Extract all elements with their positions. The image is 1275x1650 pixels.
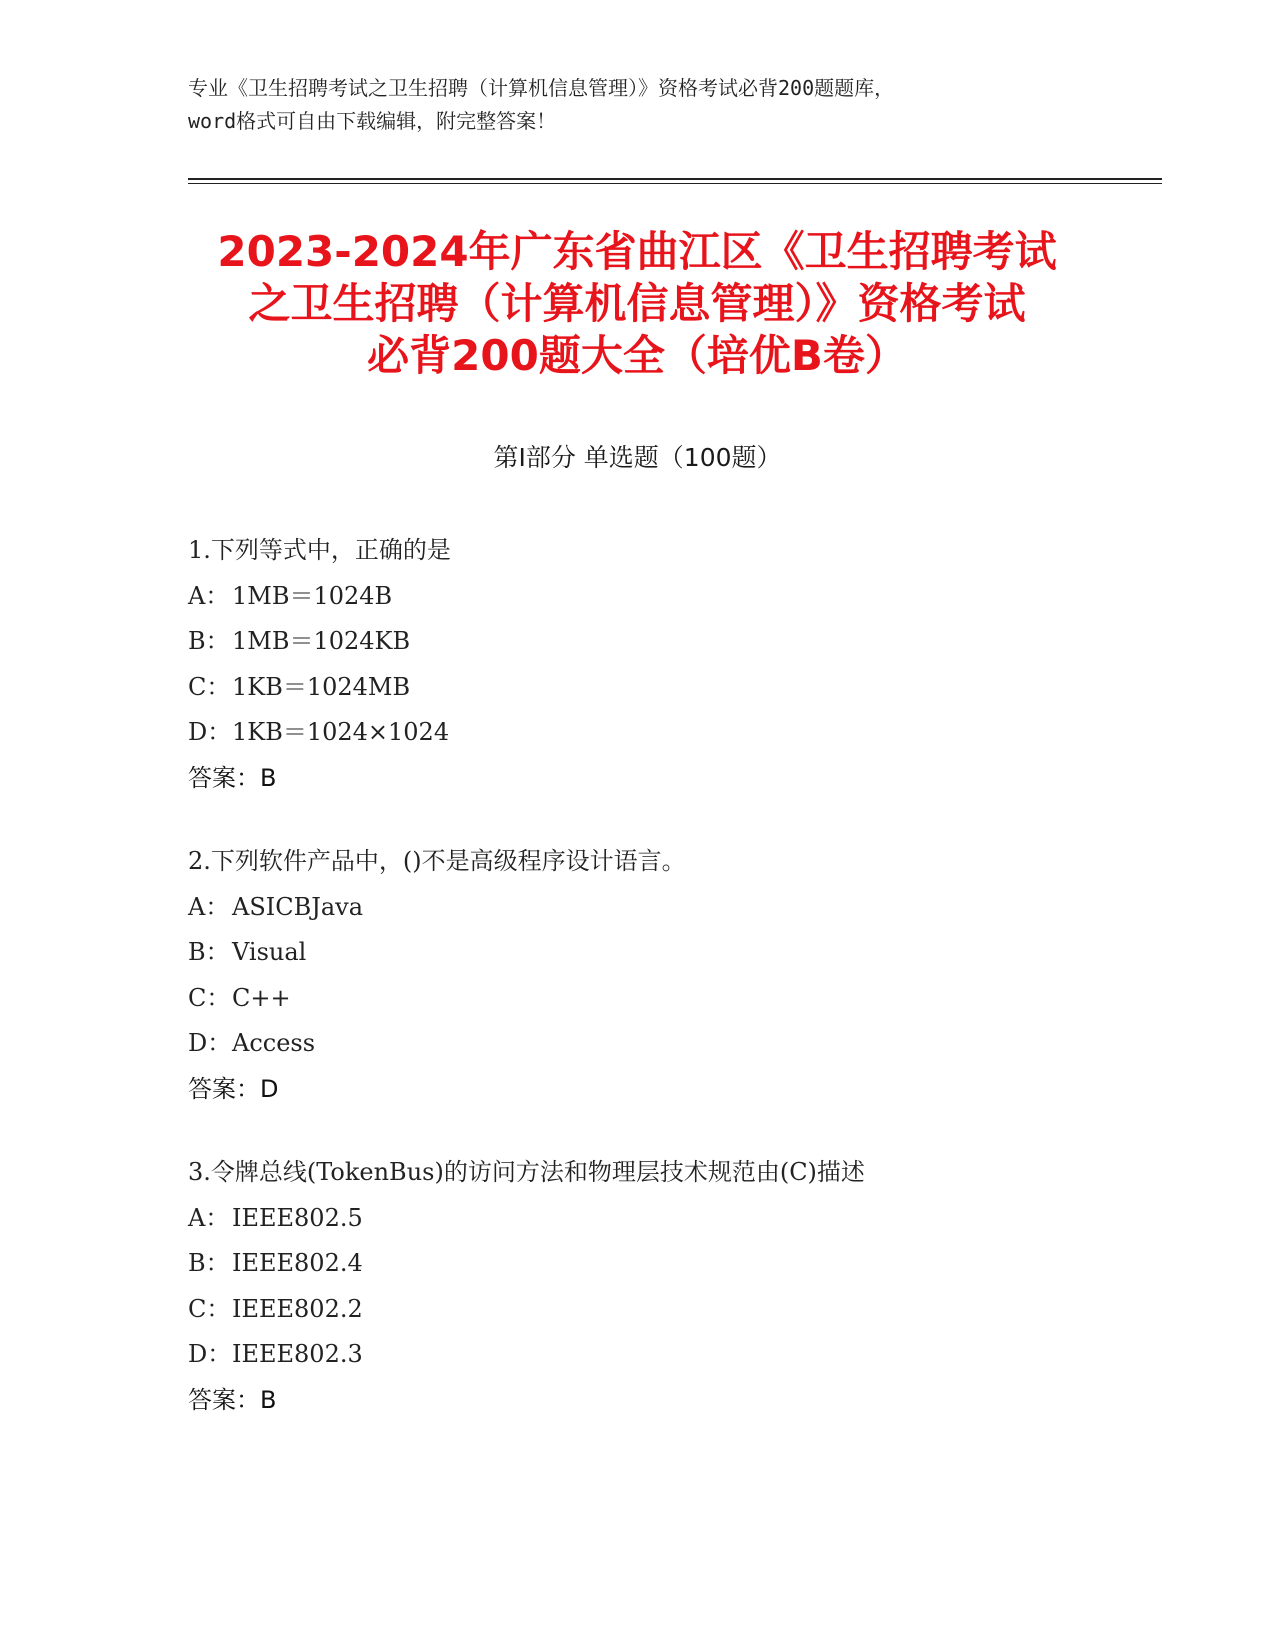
option-key: B： [188, 938, 230, 966]
title-line-2: 之卫生招聘（计算机信息管理）》资格考试 [248, 279, 1026, 328]
option-key: B： [188, 1249, 230, 1277]
option-text: IEEE802.3 [232, 1340, 363, 1368]
option-b [188, 930, 1188, 976]
option-b [188, 619, 1188, 665]
option-text: Access [232, 1029, 316, 1057]
header-rule-thin [188, 183, 1162, 184]
answer: 答案：B [188, 763, 277, 792]
option-text: 1KB＝1024×1024 [232, 718, 450, 746]
answer: 答案：D [188, 1074, 279, 1103]
option-a [188, 885, 1188, 931]
option-text: 1MB＝1024B [232, 581, 393, 610]
option-c [188, 1287, 1188, 1333]
option-key: D： [188, 1029, 232, 1057]
option-key: B： [188, 627, 230, 655]
option-d [188, 710, 1188, 756]
question-2 [188, 839, 1188, 1112]
option-key: A： [188, 1203, 230, 1232]
answer: 答案：B [188, 1385, 277, 1414]
option-d [188, 1021, 1188, 1067]
option-text: ASICBJava [232, 892, 364, 921]
option-text: 1MB＝1024KB [232, 627, 411, 655]
section-heading: 第I部分 单选题（100题） [493, 443, 782, 472]
option-text: IEEE802.4 [232, 1249, 363, 1277]
option-c [188, 976, 1188, 1022]
option-key: C： [188, 983, 231, 1012]
header-rule-thick [188, 178, 1162, 180]
header-note [188, 72, 1088, 138]
question-stem: 1.下列等式中，正确的是 [188, 536, 451, 564]
option-key: A： [188, 581, 230, 610]
option-a [188, 574, 1188, 620]
option-text: 1KB＝1024MB [232, 672, 411, 701]
question-stem: 3.令牌总线(TokenBus)的访问方法和物理层技术规范由(C)描述 [188, 1158, 865, 1186]
option-text: IEEE802.5 [232, 1203, 363, 1232]
question-stem: 2.下列软件产品中，()不是高级程序设计语言。 [188, 847, 686, 875]
question-list [188, 528, 1188, 1461]
question-3 [188, 1150, 1188, 1423]
header-note-line-1: 专业《卫生招聘考试之卫生招聘（计算机信息管理）》资格考试必背200题题库， [188, 76, 895, 100]
option-c [188, 665, 1188, 711]
option-d [188, 1332, 1188, 1378]
header-note-line-2: word格式可自由下载编辑，附完整答案！ [188, 109, 557, 133]
option-text: Visual [232, 938, 307, 966]
question-1 [188, 528, 1188, 801]
option-key: D： [188, 1340, 232, 1368]
option-key: C： [188, 672, 231, 701]
option-text: IEEE802.2 [232, 1294, 363, 1323]
option-key: D： [188, 718, 232, 746]
option-key: C： [188, 1294, 231, 1323]
document-title [150, 226, 1124, 382]
option-key: A： [188, 892, 230, 921]
option-b [188, 1241, 1188, 1287]
title-line-1: 2023-2024年广东省曲江区《卫生招聘考试 [217, 227, 1057, 276]
option-a [188, 1196, 1188, 1242]
title-line-3: 必背200题大全（培优B卷） [367, 331, 907, 380]
option-text: C++ [232, 983, 291, 1012]
